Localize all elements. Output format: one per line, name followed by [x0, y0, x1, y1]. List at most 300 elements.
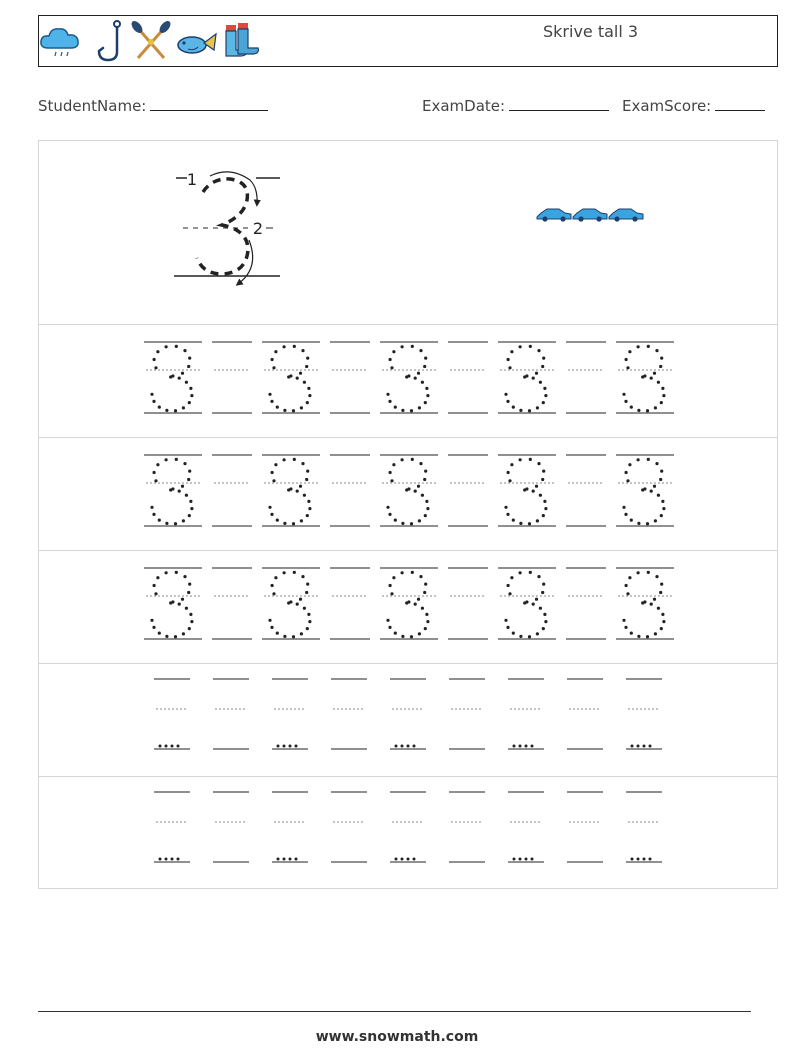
trace-dot: [507, 471, 510, 474]
trace-dot: [175, 458, 178, 461]
trace-dot: [535, 598, 538, 601]
trace-dot: [150, 619, 153, 622]
start-dot: [407, 858, 410, 861]
footer-url[interactable]: www.snowmath.com: [315, 1029, 479, 1045]
start-dot: [283, 745, 286, 748]
trace-dot: [158, 519, 161, 522]
trace-dot: [307, 613, 310, 616]
trace-dot: [541, 365, 544, 368]
trace-dot: [655, 349, 658, 352]
trace-dot: [657, 494, 660, 497]
trace-dot: [182, 632, 185, 635]
trace-dot: [637, 345, 640, 348]
trace-dot: [630, 406, 633, 409]
trace-dot: [272, 366, 275, 369]
trace-dot: [637, 571, 640, 574]
trace-dot: [536, 632, 539, 635]
trace-dot: [156, 463, 159, 466]
trace-dot: [641, 601, 644, 604]
trace-dot: [654, 519, 657, 522]
trace-dot: [417, 485, 420, 488]
trace-dot: [394, 406, 397, 409]
start-dot: [159, 858, 162, 861]
traced-digit-three[interactable]: [504, 345, 547, 413]
trace-dot: [190, 620, 193, 623]
trace-dot: [542, 357, 545, 360]
trace-dot: [419, 462, 422, 465]
trace-dot: [188, 470, 191, 473]
trace-dot: [188, 583, 191, 586]
start-dot: [295, 858, 298, 861]
trace-dot: [183, 462, 186, 465]
trace-dot: [624, 626, 627, 629]
traced-digit-three[interactable]: [504, 458, 547, 526]
traced-row[interactable]: [144, 342, 674, 413]
trace-dot: [153, 584, 156, 587]
trace-dot: [175, 571, 178, 574]
trace-dot: [401, 635, 404, 638]
trace-dot: [188, 514, 191, 517]
traced-digit-three[interactable]: [150, 458, 193, 526]
trace-dot: [512, 519, 515, 522]
trace-dot: [628, 463, 631, 466]
trace-dot: [654, 632, 657, 635]
start-dot: [277, 745, 280, 748]
trace-dot: [187, 591, 190, 594]
trace-dot: [628, 350, 631, 353]
trace-dot: [287, 601, 290, 604]
traced-digit-three[interactable]: [150, 571, 193, 639]
trace-dot: [183, 349, 186, 352]
trace-dot: [425, 613, 428, 616]
start-dot: [525, 745, 528, 748]
start-dot: [649, 745, 652, 748]
trace-dot: [535, 485, 538, 488]
trace-dot: [292, 635, 295, 638]
trace-dot: [622, 619, 625, 622]
trace-dot: [154, 479, 157, 482]
trace-dot: [169, 488, 172, 491]
trace-dot: [154, 366, 157, 369]
trace-dot: [150, 393, 153, 396]
trace-dot: [270, 400, 273, 403]
trace-dot: [504, 393, 507, 396]
trace-dot: [178, 490, 181, 493]
trace-dot: [268, 619, 271, 622]
trace-dot: [152, 513, 155, 516]
trace-dot: [653, 598, 656, 601]
traced-row[interactable]: [144, 455, 674, 526]
trace-dot: [506, 513, 509, 516]
trace-dot: [299, 598, 302, 601]
trace-dot: [158, 406, 161, 409]
trace-dot: [414, 603, 417, 606]
trace-dot: [189, 500, 192, 503]
trace-dot: [300, 519, 303, 522]
trace-dot: [655, 575, 658, 578]
trace-dot: [657, 607, 660, 610]
start-dot: [171, 745, 174, 748]
start-dot: [643, 745, 646, 748]
trace-dot: [529, 345, 532, 348]
trace-dot: [306, 627, 309, 630]
trace-dot: [181, 485, 184, 488]
trace-dot: [661, 500, 664, 503]
trace-dot: [271, 584, 274, 587]
trace-dot: [504, 619, 507, 622]
trace-dot: [185, 607, 188, 610]
trace-dot: [536, 519, 539, 522]
start-dot: [177, 858, 180, 861]
trace-dot: [512, 406, 515, 409]
trace-dot: [301, 462, 304, 465]
trace-dot: [630, 632, 633, 635]
trace-dot: [543, 613, 546, 616]
trace-dot: [417, 372, 420, 375]
start-dot: [513, 858, 516, 861]
trace-dot: [647, 571, 650, 574]
trace-dot: [624, 400, 627, 403]
trace-dot: [661, 387, 664, 390]
trace-dot: [169, 601, 172, 604]
trace-dot: [535, 372, 538, 375]
trace-dot: [268, 506, 271, 509]
trace-dot: [388, 513, 391, 516]
trace-dot: [625, 358, 628, 361]
trace-dot: [307, 500, 310, 503]
trace-dot: [174, 635, 177, 638]
traced-row[interactable]: [144, 568, 674, 639]
trace-dot: [523, 375, 526, 378]
blank-row[interactable]: [154, 679, 662, 749]
trace-dot: [542, 627, 545, 630]
trace-dot: [653, 485, 656, 488]
traced-digit-three[interactable]: [622, 458, 665, 526]
trace-dot: [510, 576, 513, 579]
start-dot: [395, 745, 398, 748]
trace-dot: [283, 345, 286, 348]
trace-dot: [174, 522, 177, 525]
stroke-number-1: 1: [186, 170, 198, 189]
trace-dot: [542, 470, 545, 473]
traced-digit-three[interactable]: [504, 571, 547, 639]
trace-dot: [630, 519, 633, 522]
trace-dot: [390, 592, 393, 595]
trace-dot: [305, 478, 308, 481]
trace-dot: [542, 583, 545, 586]
trace-dot: [175, 345, 178, 348]
trace-dot: [165, 635, 168, 638]
trace-dot: [539, 381, 542, 384]
start-dot: [289, 745, 292, 748]
start-dot: [631, 858, 634, 861]
trace-dot: [154, 592, 157, 595]
trace-dot: [268, 393, 271, 396]
trace-dot: [405, 601, 408, 604]
traced-digit-three[interactable]: [150, 345, 193, 413]
trace-dot: [662, 620, 665, 623]
trace-dot: [293, 458, 296, 461]
trace-dot: [274, 576, 277, 579]
trace-dot: [156, 350, 159, 353]
trace-dot: [270, 513, 273, 516]
trace-dot: [624, 513, 627, 516]
start-dot: [171, 858, 174, 861]
traced-digit-three[interactable]: [268, 458, 311, 526]
trace-dot: [536, 406, 539, 409]
trace-dot: [165, 345, 168, 348]
trace-dot: [303, 607, 306, 610]
traced-digit-three[interactable]: [386, 458, 429, 526]
start-dot: [643, 858, 646, 861]
trace-dot: [405, 375, 408, 378]
trace-dot: [392, 350, 395, 353]
trace-dot: [662, 394, 665, 397]
trace-dot: [424, 627, 427, 630]
trace-dot: [637, 635, 640, 638]
trace-dot: [150, 506, 153, 509]
start-dot: [413, 745, 416, 748]
blank-row[interactable]: [154, 792, 662, 862]
trace-dot: [662, 507, 665, 510]
trace-dot: [508, 366, 511, 369]
trace-dot: [303, 494, 306, 497]
trace-dot: [306, 470, 309, 473]
trace-dot: [189, 613, 192, 616]
trace-dot: [300, 632, 303, 635]
trace-dot: [389, 584, 392, 587]
traced-digit-three[interactable]: [268, 345, 311, 413]
trace-dot: [426, 507, 429, 510]
trace-dot: [178, 377, 181, 380]
trace-dot: [181, 598, 184, 601]
trace-dot: [190, 394, 193, 397]
trace-dot: [426, 620, 429, 623]
trace-dot: [307, 387, 310, 390]
trace-dot: [272, 479, 275, 482]
trace-dot: [537, 575, 540, 578]
trace-dot: [519, 345, 522, 348]
trace-dot: [625, 471, 628, 474]
trace-dot: [283, 635, 286, 638]
trace-dot: [537, 462, 540, 465]
trace-dot: [390, 479, 393, 482]
start-dot: [395, 858, 398, 861]
trace-dot: [659, 591, 662, 594]
trace-dot: [528, 409, 531, 412]
start-dot: [401, 858, 404, 861]
trace-dot: [650, 377, 653, 380]
trace-dot: [301, 349, 304, 352]
start-dot: [407, 745, 410, 748]
trace-dot: [296, 377, 299, 380]
trace-dot: [165, 409, 168, 412]
trace-dot: [306, 401, 309, 404]
trace-dot: [523, 601, 526, 604]
trace-dot: [305, 591, 308, 594]
trace-dot: [532, 490, 535, 493]
trace-dot: [293, 571, 296, 574]
trace-dot: [529, 458, 532, 461]
start-dot: [531, 858, 534, 861]
trace-dot: [276, 632, 279, 635]
trace-dot: [423, 591, 426, 594]
trace-dot: [532, 377, 535, 380]
start-dot: [277, 858, 280, 861]
trace-dot: [539, 607, 542, 610]
trace-dot: [425, 500, 428, 503]
trace-dot: [271, 471, 274, 474]
trace-dot: [303, 381, 306, 384]
trace-dot: [647, 458, 650, 461]
trace-dot: [519, 409, 522, 412]
trace-dot: [283, 458, 286, 461]
start-dot: [283, 858, 286, 861]
trace-dot: [414, 377, 417, 380]
trace-dot: [421, 381, 424, 384]
trace-dot: [510, 463, 513, 466]
trace-dot: [519, 635, 522, 638]
trace-dot: [188, 627, 191, 630]
trace-dot: [419, 575, 422, 578]
trace-dot: [156, 576, 159, 579]
trace-dot: [276, 406, 279, 409]
trace-dot: [174, 409, 177, 412]
start-dot: [637, 858, 640, 861]
trace-dot: [187, 478, 190, 481]
trace-dot: [287, 488, 290, 491]
trace-dot: [419, 349, 422, 352]
trace-dot: [182, 406, 185, 409]
trace-dot: [504, 506, 507, 509]
start-dot: [289, 858, 292, 861]
start-dot: [413, 858, 416, 861]
trace-dot: [296, 490, 299, 493]
trace-dot: [646, 409, 649, 412]
trace-dot: [622, 393, 625, 396]
trace-dot: [661, 613, 664, 616]
trace-dot: [424, 470, 427, 473]
trace-dot: [152, 400, 155, 403]
traced-digit-three[interactable]: [622, 571, 665, 639]
trace-dot: [537, 349, 540, 352]
trace-dot: [622, 506, 625, 509]
trace-dot: [283, 409, 286, 412]
trace-dot: [308, 394, 311, 397]
traced-digit-three[interactable]: [386, 345, 429, 413]
trace-dot: [659, 478, 662, 481]
trace-dot: [418, 406, 421, 409]
trace-dot: [528, 635, 531, 638]
trace-dot: [655, 462, 658, 465]
trace-dot: [276, 519, 279, 522]
trace-dot: [541, 478, 544, 481]
trace-dot: [287, 375, 290, 378]
trace-dot: [425, 387, 428, 390]
trace-dot: [296, 603, 299, 606]
trace-dot: [188, 357, 191, 360]
start-dot: [165, 858, 168, 861]
trace-dot: [626, 592, 629, 595]
trace-dot: [414, 490, 417, 493]
trace-dot: [423, 365, 426, 368]
trace-dot: [660, 470, 663, 473]
trace-dot: [653, 372, 656, 375]
trace-dot: [411, 458, 414, 461]
trace-dot: [292, 522, 295, 525]
trace-dot: [153, 358, 156, 361]
trace-dot: [659, 365, 662, 368]
trace-dot: [625, 584, 628, 587]
trace-dot: [519, 571, 522, 574]
trace-dot: [519, 522, 522, 525]
trace-dot: [405, 488, 408, 491]
start-dot: [531, 745, 534, 748]
trace-dot: [401, 409, 404, 412]
trace-dot: [426, 394, 429, 397]
trace-dot: [306, 514, 309, 517]
trace-dot: [181, 372, 184, 375]
trace-dot: [512, 632, 515, 635]
trace-dot: [507, 358, 510, 361]
trace-dot: [637, 458, 640, 461]
trace-dot: [185, 494, 188, 497]
trace-dot: [660, 401, 663, 404]
trace-dot: [506, 626, 509, 629]
start-dot: [631, 745, 634, 748]
trace-dot: [158, 632, 161, 635]
trace-dot: [506, 400, 509, 403]
trace-dot: [424, 357, 427, 360]
trace-dot: [410, 409, 413, 412]
trace-dot: [641, 488, 644, 491]
page-title: Skrive tall 3: [543, 22, 639, 41]
trace-dot: [508, 479, 511, 482]
trace-dot: [421, 494, 424, 497]
trace-dot: [411, 571, 414, 574]
trace-dot: [410, 635, 413, 638]
start-dot: [159, 745, 162, 748]
trace-dot: [392, 463, 395, 466]
trace-dot: [274, 350, 277, 353]
trace-dot: [528, 522, 531, 525]
trace-dot: [544, 394, 547, 397]
trace-dot: [390, 366, 393, 369]
trace-dot: [418, 519, 421, 522]
trace-dot: [423, 478, 426, 481]
traced-digit-three[interactable]: [622, 345, 665, 413]
trace-dot: [306, 583, 309, 586]
exam-date-label: ExamDate:: [422, 97, 506, 115]
trace-dot: [401, 458, 404, 461]
trace-dot: [152, 626, 155, 629]
trace-dot: [411, 345, 414, 348]
trace-dot: [182, 519, 185, 522]
trace-dot: [308, 507, 311, 510]
exam-score-label: ExamScore:: [622, 97, 712, 115]
trace-dot: [542, 514, 545, 517]
trace-dot: [519, 458, 522, 461]
trace-dot: [283, 571, 286, 574]
start-dot: [295, 745, 298, 748]
traced-digit-three[interactable]: [268, 571, 311, 639]
trace-dot: [646, 522, 649, 525]
traced-digit-three[interactable]: [386, 571, 429, 639]
trace-dot: [417, 598, 420, 601]
trace-dot: [410, 522, 413, 525]
trace-dot: [401, 571, 404, 574]
trace-dot: [660, 583, 663, 586]
